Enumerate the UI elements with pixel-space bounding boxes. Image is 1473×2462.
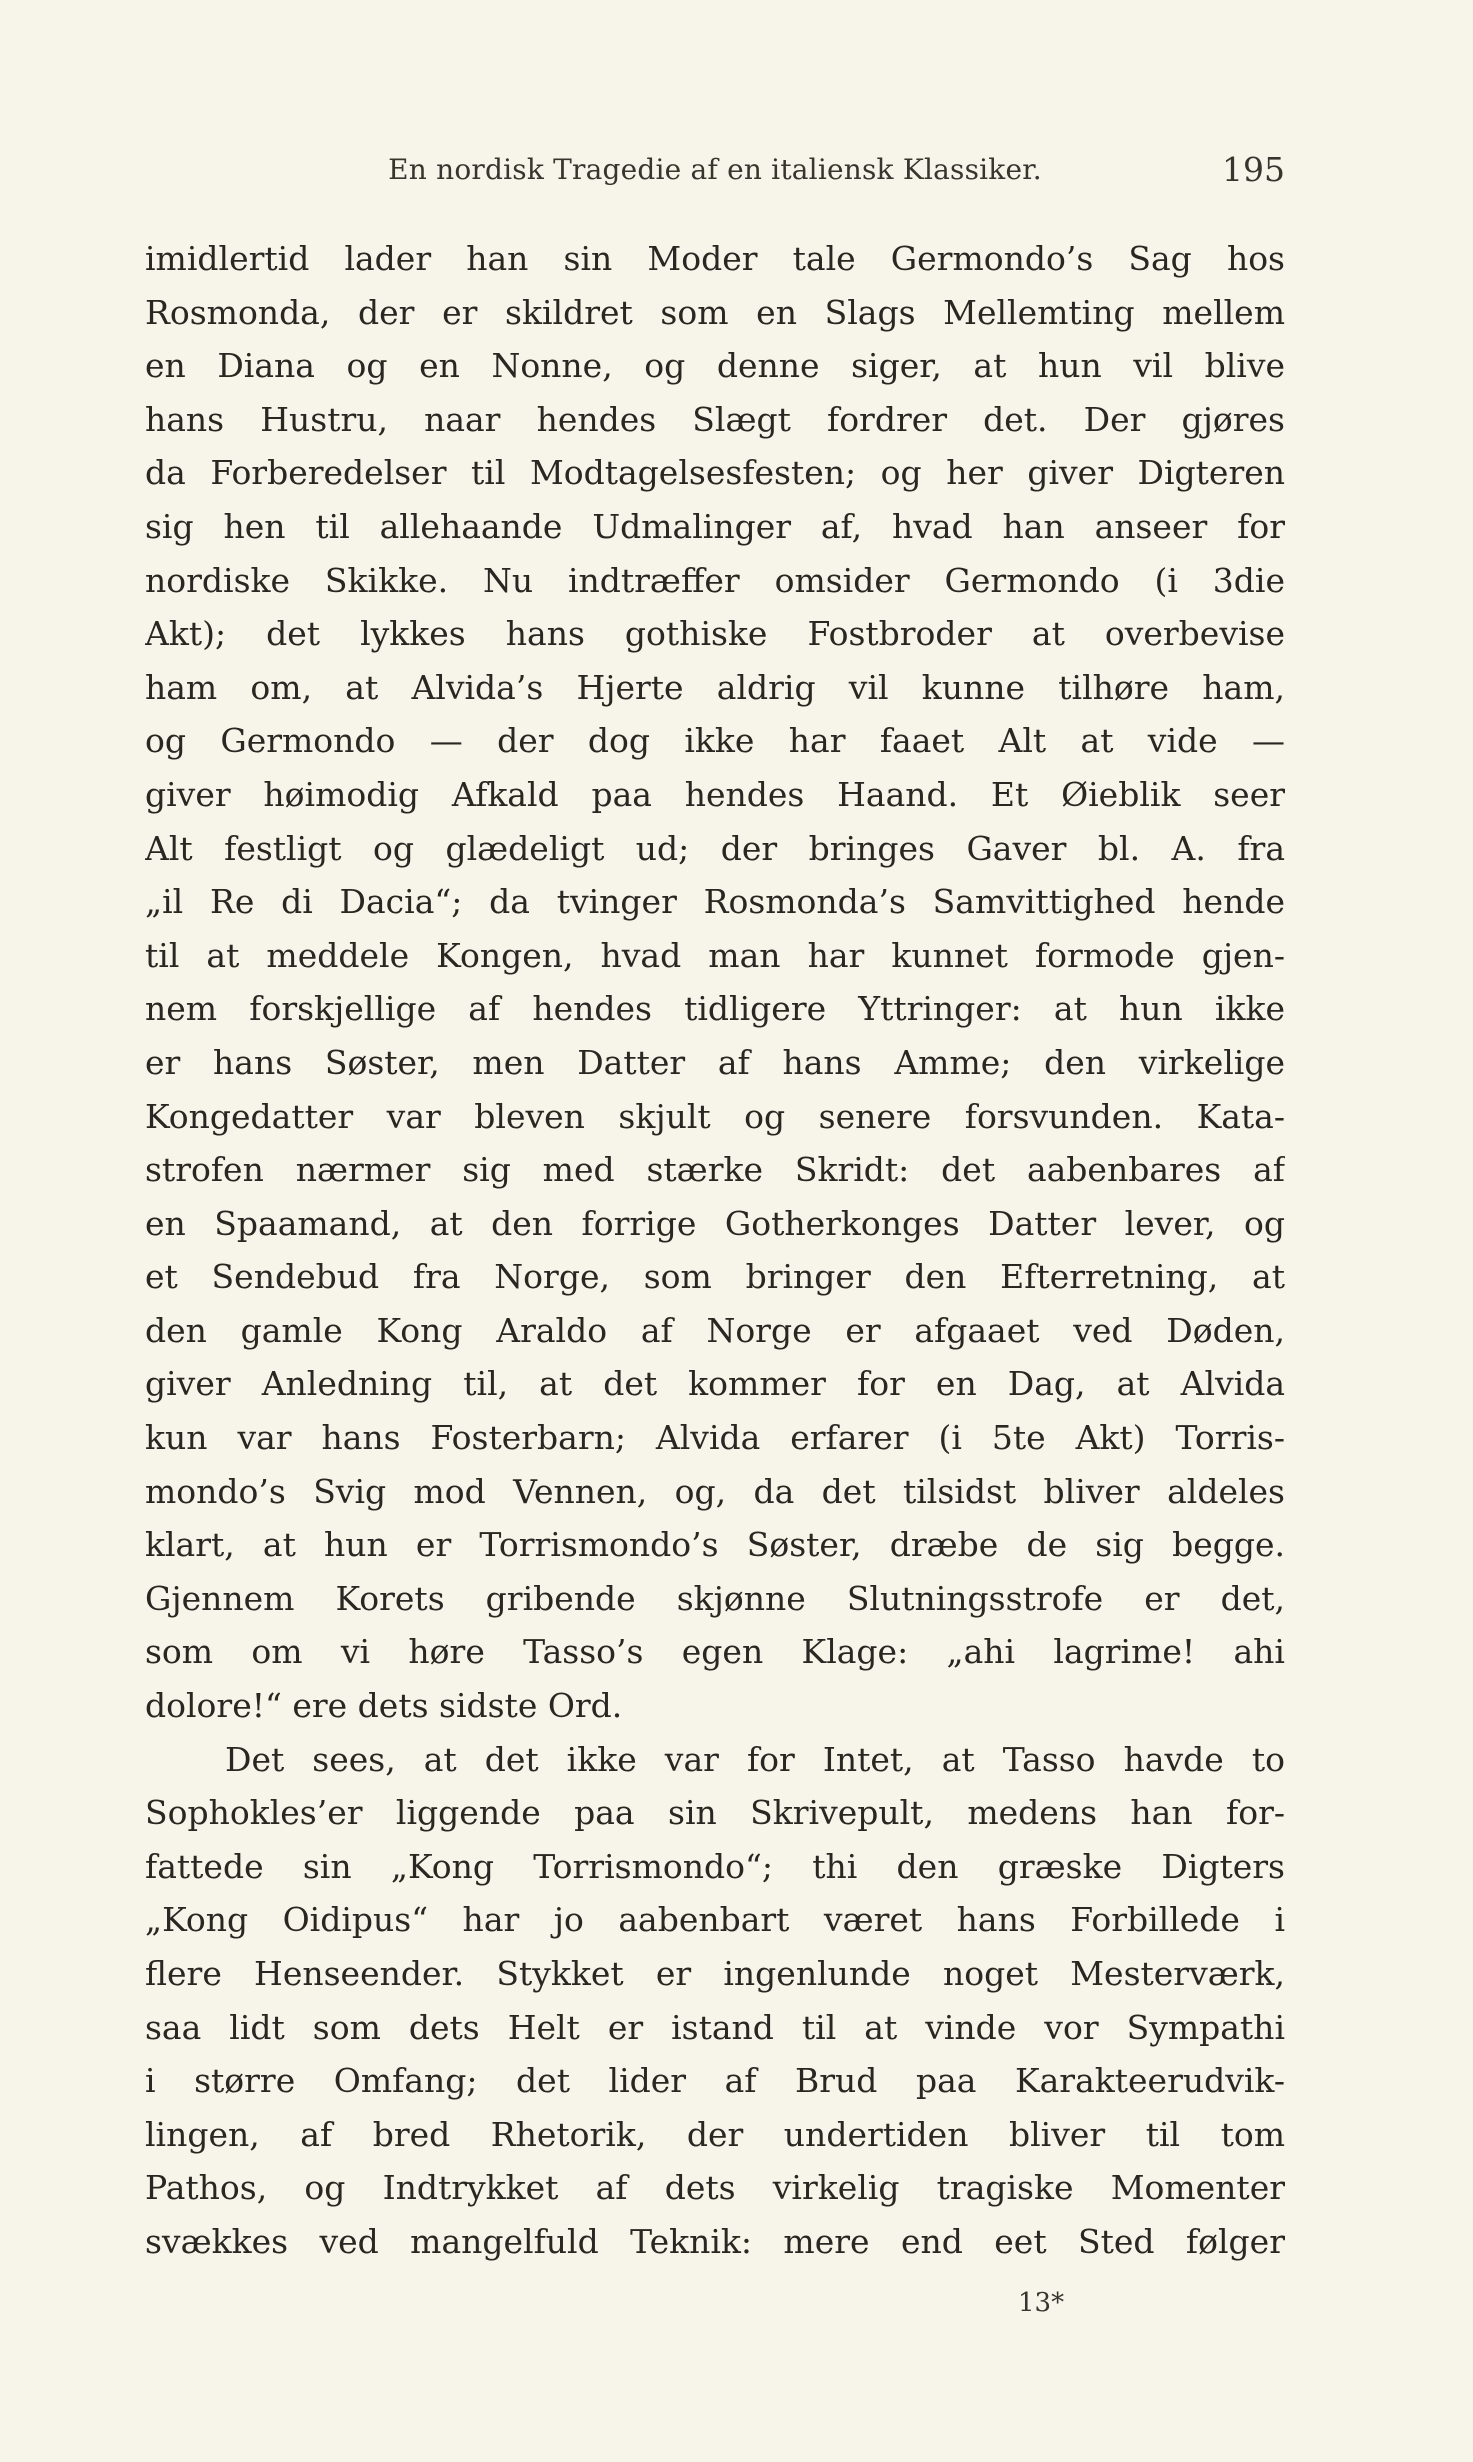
text-line: ham om, at Alvida’s Hjerte aldrig vil kunne tilhøre ham, xyxy=(145,667,1285,707)
text-line: saa lidt som dets Helt er istand til at vinde vor Sympathi xyxy=(145,2007,1285,2047)
paragraph-end-line: dolore!“ ere dets sidste Ord. xyxy=(145,1686,623,1726)
text-line: og Germondo — der dog ikke har faaet Alt at vide — xyxy=(145,721,1285,761)
text-line: en Spaamand, at den forrige Gotherkonges Datter lever, og xyxy=(145,1203,1285,1243)
body-text xyxy=(145,232,1285,2269)
text-line: lingen, af bred Rhetorik, der undertiden bliver til tom xyxy=(145,2114,1285,2154)
text-line: da Forberedelser til Modtagelsesfesten; og her giver Digteren xyxy=(145,453,1285,493)
text-line: fattede sin „Kong Torrismondo“; thi den græske Digters xyxy=(145,1846,1285,1886)
text-line: en Diana og en Nonne, og denne siger, at hun vil blive xyxy=(145,346,1285,386)
text-line: Rosmonda, der er skildret som en Slags Mellemting mellem xyxy=(145,292,1285,332)
text-line: klart, at hun er Torrismondo’s Søster, dræbe de sig begge. xyxy=(145,1525,1285,1565)
text-line: Alt festligt og glædeligt ud; der bringes Gaver bl. A. fra xyxy=(145,828,1285,868)
text-line: sig hen til allehaande Udmalinger af, hvad han anseer for xyxy=(145,506,1285,546)
text-line: nem forskjellige af hendes tidligere Yttringer: at hun ikke xyxy=(145,989,1285,1029)
text-line: i større Omfang; det lider af Brud paa Karakteerudvik- xyxy=(145,2061,1285,2101)
text-line: som om vi høre Tasso’s egen Klage: „ahi lagrime! ahi xyxy=(145,1632,1285,1672)
text-line: giver høimodig Afkald paa hendes Haand. Et Øieblik seer xyxy=(145,774,1285,814)
text-line: Sophokles’er liggende paa sin Skrivepult, medens han for- xyxy=(145,1793,1285,1833)
text-line: „il Re di Dacia“; da tvinger Rosmonda’s Samvittighed hende xyxy=(145,882,1285,922)
text-line: et Sendebud fra Norge, som bringer den Efterretning, at xyxy=(145,1257,1285,1297)
text-line: kun var hans Fosterbarn; Alvida erfarer (i 5te Akt) Torris- xyxy=(145,1418,1285,1458)
text-line: strofen nærmer sig med stærke Skridt: det aabenbares af xyxy=(145,1150,1285,1190)
text-line: mondo’s Svig mod Vennen, og, da det tilsidst bliver aldeles xyxy=(145,1471,1285,1511)
text-line: Gjennem Korets gribende skjønne Slutningsstrofe er det, xyxy=(145,1578,1285,1618)
running-head xyxy=(145,148,1285,192)
signature-mark: 13* xyxy=(1018,2288,1065,2318)
running-title: En nordisk Tragedie af en italiensk Klassiker. xyxy=(388,153,1042,186)
text-line: nordiske Skikke. Nu indtræffer omsider Germondo (i 3die xyxy=(145,560,1285,600)
text-line: Akt); det lykkes hans gothiske Fostbroder at overbevise xyxy=(145,614,1285,654)
text-line: Pathos, og Indtrykket af dets virkelig tragiske Momenter xyxy=(145,2168,1285,2208)
text-line: giver Anledning til, at det kommer for en Dag, at Alvida xyxy=(145,1364,1285,1404)
text-line: Kongedatter var bleven skjult og senere forsvunden. Kata- xyxy=(145,1096,1285,1136)
text-line: imidlertid lader han sin Moder tale Germondo’s Sag hos xyxy=(145,239,1285,278)
text-line: flere Henseender. Stykket er ingenlunde noget Mesterværk, xyxy=(145,1954,1285,1993)
text-line: hans Hustru, naar hendes Slægt fordrer det. Der gjøres xyxy=(145,399,1285,439)
paragraph-start-line: Det sees, at det ikke var for Intet, at Tasso havde to xyxy=(225,1739,1285,1779)
page-number: 195 xyxy=(1222,150,1285,189)
text-line: er hans Søster, men Datter af hans Amme; den virkelige xyxy=(145,1042,1285,1082)
text-line: svækkes ved mangelfuld Teknik: mere end eet Sted følger xyxy=(145,2221,1285,2261)
text-line: „Kong Oidipus“ har jo aabenbart været hans Forbillede i xyxy=(145,1900,1285,1940)
text-line: til at meddele Kongen, hvad man har kunnet formode gjen- xyxy=(145,935,1285,975)
text-line: den gamle Kong Araldo af Norge er afgaaet ved Døden, xyxy=(145,1310,1285,1350)
